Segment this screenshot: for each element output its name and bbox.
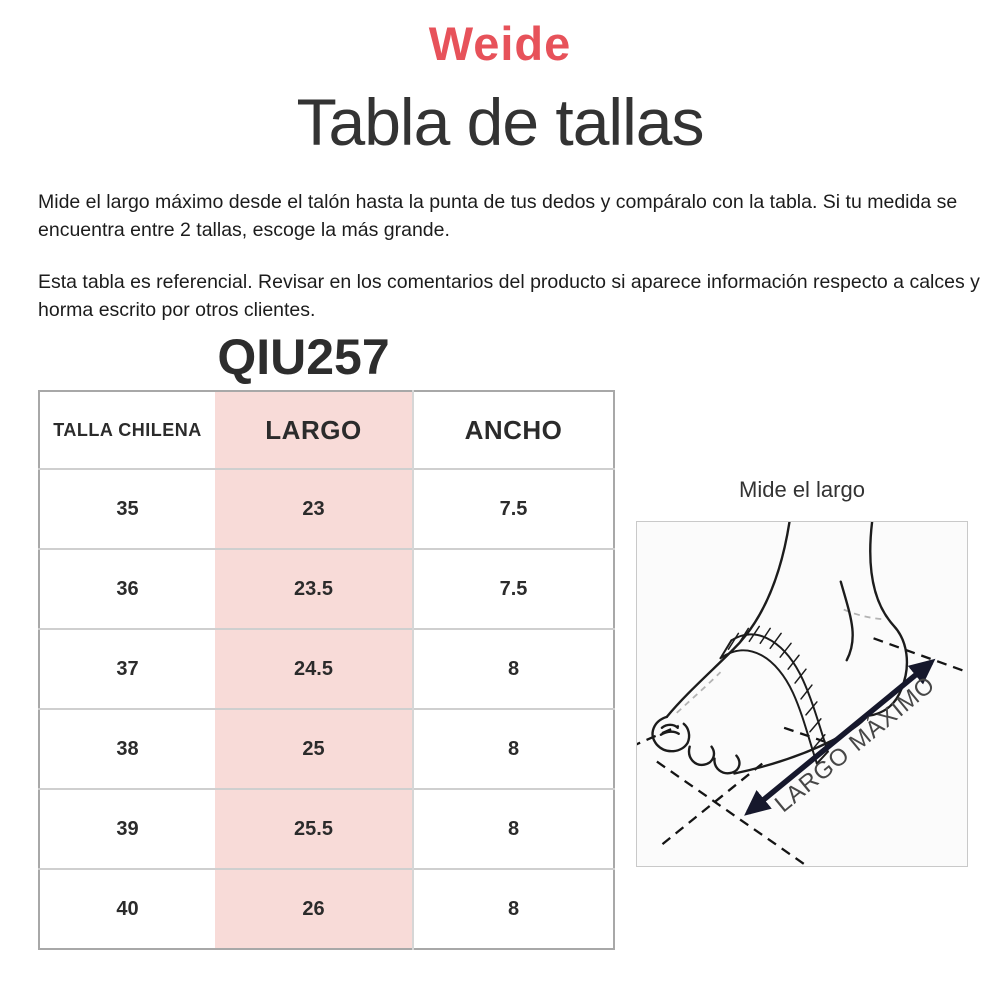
column-header-talla-chilena: TALLA CHILENA — [53, 419, 202, 440]
table-row — [39, 549, 614, 629]
size-table-header-row — [39, 391, 614, 469]
cell-talla: 35 — [39, 469, 215, 549]
cell-largo: 23.5 — [215, 549, 413, 629]
cell-ancho: 8 — [413, 869, 614, 949]
column-header-largo: LARGO — [215, 391, 413, 469]
measure-arrow — [748, 662, 931, 812]
table-row — [39, 629, 614, 709]
cell-talla: 40 — [39, 869, 215, 949]
cell-talla: 38 — [39, 709, 215, 789]
table-row — [39, 469, 614, 549]
cell-largo: 25.5 — [215, 789, 413, 869]
cell-ancho: 7.5 — [413, 549, 614, 629]
brand-logo: Weide — [428, 17, 572, 70]
cell-talla: 39 — [39, 789, 215, 869]
intro-paragraph-2: Esta tabla es referencial. Revisar en los comentarios del producto si aparece información respecto a calces y horma escrito por otros clientes. — [38, 271, 980, 321]
cell-largo: 26 — [215, 869, 413, 949]
product-code: QIU257 — [217, 329, 390, 385]
foot-measure-illustration — [636, 521, 968, 867]
column-header-ancho: ANCHO — [413, 391, 614, 469]
cell-ancho: 7.5 — [413, 469, 614, 549]
cell-talla: 36 — [39, 549, 215, 629]
cell-ancho: 8 — [413, 789, 614, 869]
intro-paragraph-1: Mide el largo máximo desde el talón hasta la punta de tus dedos y compáralo con la tabla. Si tu medida se encuentra entre 2 tallas, escoge la más grande. — [38, 191, 958, 241]
cell-largo: 23 — [215, 469, 413, 549]
cell-talla: 37 — [39, 629, 215, 709]
size-table — [38, 390, 615, 950]
page-title: Tabla de tallas — [296, 85, 704, 159]
hidden-edge-lines — [677, 610, 886, 713]
table-row — [39, 709, 614, 789]
table-row — [39, 869, 614, 949]
measure-guide-title: Mide el largo — [739, 477, 865, 502]
cell-ancho: 8 — [413, 629, 614, 709]
arrow-label: LARGO MÁXIMO — [769, 670, 941, 818]
foot-measure-icon — [637, 522, 967, 866]
cell-ancho: 8 — [413, 709, 614, 789]
cell-largo: 25 — [215, 709, 413, 789]
table-row — [39, 789, 614, 869]
cell-largo: 24.5 — [215, 629, 413, 709]
